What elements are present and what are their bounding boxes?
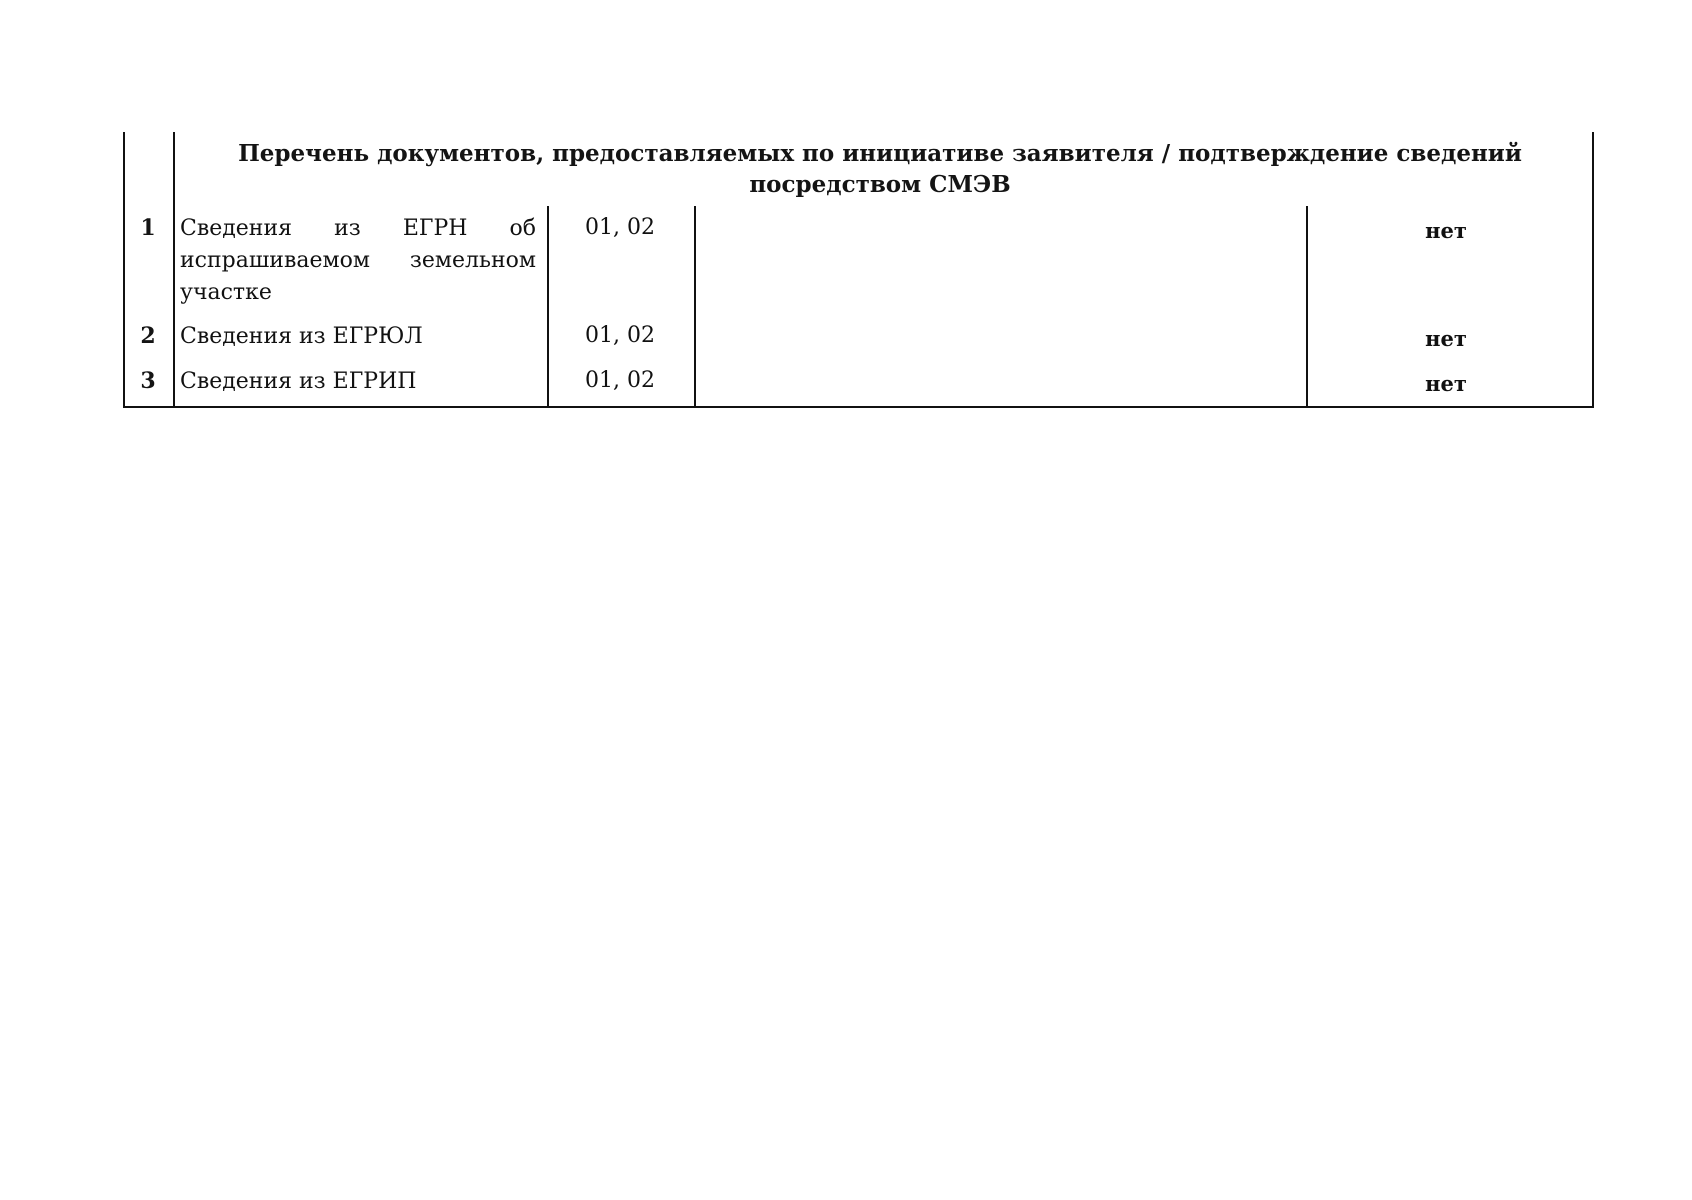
document-flag: нет [1425,218,1467,243]
document-name [180,366,536,398]
row-number: 2 [140,323,156,349]
document-name-line: Сведения из ЕГРИП [180,369,417,394]
document-name-line: испрашиваемом земельном [180,248,536,273]
document-codes: 01, 02 [585,368,655,393]
document-flag: нет [1425,371,1467,396]
table-right-border [1592,132,1594,408]
document-codes: 01, 02 [585,323,655,348]
row-number: 3 [140,368,156,394]
codes-column-divider [694,206,696,408]
section-title [175,138,1585,200]
section-title-line1: Перечень документов, предоставляемых по инициативе заявителя / подтверждение сведений [238,140,1522,167]
document-name-line: участке [180,280,272,305]
document-name [180,213,536,309]
document-name-line: Сведения из ЕГРН об [180,216,536,241]
document-name-line: Сведения из ЕГРЮЛ [180,324,423,349]
table-left-border [123,132,125,408]
section-title-line2: посредством СМЭВ [749,171,1011,198]
table-bottom-border [123,406,1594,408]
row-number: 1 [140,215,156,241]
name-column-divider [547,206,549,408]
document-flag: нет [1425,326,1467,351]
document-codes: 01, 02 [585,215,655,240]
document-name [180,321,536,353]
